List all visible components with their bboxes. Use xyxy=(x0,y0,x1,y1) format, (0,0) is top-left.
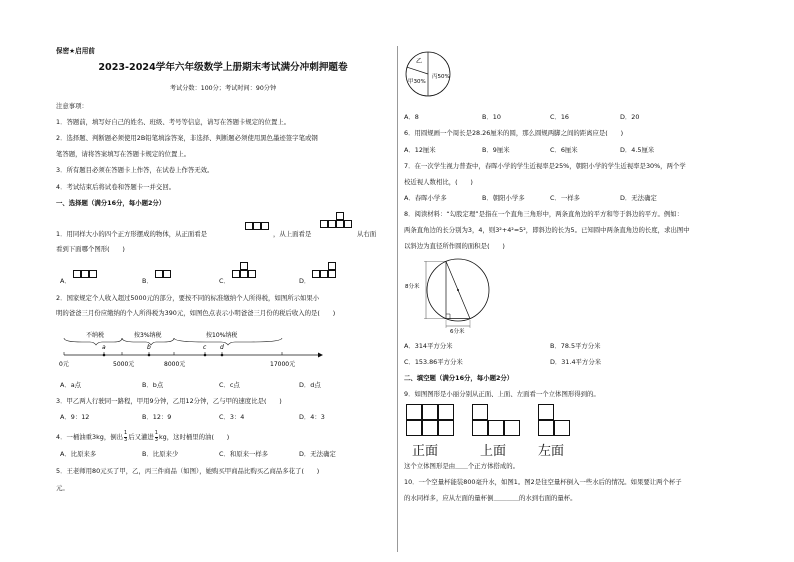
page-title: 2023-2024学年六年级数学上册期末考试满分冲刺押题卷 xyxy=(98,62,348,73)
option-d[interactable]: D．无法确定 xyxy=(620,194,657,202)
question-8-text: 两条直角边的长分别为3，4，则3²+4²=5²，即斜边的长为5。已知圆中两条直角边的长度，求出图中 xyxy=(404,226,690,234)
front-view-label: 正面 xyxy=(412,444,439,459)
pie-divider xyxy=(407,67,428,74)
option-d[interactable]: D．20 xyxy=(620,113,640,121)
option-a[interactable]: A．12厘米 xyxy=(404,146,436,154)
column-divider xyxy=(397,46,398,552)
note-item: 2．选择题、判断题必须使用2B铅笔填涂答案，非选择、判断题必须使用黑色墨迹签字笔或钢 xyxy=(56,134,318,142)
option-c[interactable]: C．3：4 xyxy=(219,413,245,421)
fraction-numerator: 1 xyxy=(154,430,158,436)
question-10-text: 的水同样多，应从左面的量杯倒＿＿＿＿的水到右面的量杯。 xyxy=(404,494,577,502)
note-item: 1．答题前，填写好自己的姓名、班级、考号等信息，请写在答题卡规定的位置上。 xyxy=(56,118,291,126)
section-heading-fill: 二、填空题（满分16分，每小题2分） xyxy=(404,374,514,382)
option-a[interactable]: A．9：12 xyxy=(60,413,90,421)
option-a[interactable]: A． xyxy=(60,277,71,285)
label-tax10: 按10%纳税 xyxy=(206,332,238,339)
left-view-label: 左面 xyxy=(538,444,565,459)
option-b[interactable]: B．78.5平方分米 xyxy=(550,342,601,350)
tick-5000: 5000元 xyxy=(113,361,135,368)
question-9-answer: 这个立体图形是由＿＿个正方体搭成的。 xyxy=(404,462,520,470)
option-a[interactable]: A．比原来多 xyxy=(60,450,97,458)
question-1-text: 1．用同样大小的四个正方形摆成的物体，从正面看是 xyxy=(56,230,208,238)
note-item: 笔答题，请将答案填写在答题卡规定的位置上。 xyxy=(56,150,191,158)
option-c[interactable]: C．c点 xyxy=(219,381,240,389)
label-tax3: 按3%纳税 xyxy=(134,332,162,339)
point-b-label: b xyxy=(147,344,151,351)
section-heading-choice: 一、选择题（满分16分，每小题2分） xyxy=(56,199,166,207)
point-d-label: d xyxy=(220,344,224,351)
question-2-text: 明的爸爸三月份应缴纳的个人所得税为390元，如图色点表示小明爸爸三月份的税后收入的是( ) xyxy=(56,309,336,317)
question-1-text-d: 看到下面哪个图形( ) xyxy=(56,245,125,253)
label-nontax: 不纳税 xyxy=(86,332,105,339)
question-7-text: 7．在一次学生视力普查中，春晖小学的学生近视率是25%，朝阳小学的学生近视率是30%，两个学 xyxy=(404,162,686,170)
tick-0: 0元 xyxy=(59,361,69,368)
question-9-text: 9．如图图形是小丽分别从正面、上面、左面看一个立体图形得到的。 xyxy=(404,390,600,398)
q4-part-a: 4．一桶油重3kg，倒出 xyxy=(56,433,124,441)
option-d[interactable]: D． xyxy=(299,277,311,285)
question-6-text: 6．用圆规画一个周长是28.26厘米的圆，那么圆规两脚之间的距离应是( ) xyxy=(404,129,624,137)
option-d[interactable]: D．d点 xyxy=(299,381,321,389)
option-c[interactable]: C． xyxy=(219,277,230,285)
circle-triangle-figure xyxy=(404,254,504,334)
option-b[interactable]: B．12：9 xyxy=(142,413,172,421)
tick-17000: 17000元 xyxy=(270,361,296,368)
note-item: 4．考试结束后将试卷和答题卡一并交回。 xyxy=(56,183,176,191)
option-d[interactable]: D．31.4平方分米 xyxy=(550,358,602,366)
option-d[interactable]: D．无法确定 xyxy=(299,450,336,458)
option-b[interactable]: B．b点 xyxy=(142,381,164,389)
option-c[interactable]: C．153.86平方分米 xyxy=(404,358,463,366)
option-d[interactable]: D．4：3 xyxy=(299,413,325,421)
option-d[interactable]: D．4.5厘米 xyxy=(620,146,655,154)
question-5-text: 5．王老师用80元买了甲，乙，丙三件商品（如图），她购买甲商品比购买乙商品多花了( ) xyxy=(56,467,320,475)
option-a[interactable]: A．314平方分米 xyxy=(404,342,453,350)
q4-part-c: kg，这时桶里的油( ) xyxy=(158,433,230,441)
option-a[interactable]: A．8 xyxy=(404,113,419,121)
q4-part-b: 后又灌进 xyxy=(128,433,154,441)
top-view-label: 上面 xyxy=(480,444,507,459)
label-6-decimeters: 6分米 xyxy=(450,329,465,334)
pie-label-yi: 乙 xyxy=(416,58,423,65)
pie-chart xyxy=(404,50,464,98)
option-b[interactable]: B．比原来少 xyxy=(142,450,179,458)
question-10-text: 10．一个空量杯能装800毫升水，如图1。图2是往空量杯倒入一些水后的情况。如果要让两个杯子 xyxy=(404,478,682,486)
right-column xyxy=(404,0,738,562)
option-b[interactable]: B．朝阳小学多 xyxy=(482,194,525,202)
question-2-text: 2．国家规定个人收入超过5000元的部分，要按不同的标准缴纳个人所得税，如图所示如果小 xyxy=(56,294,320,302)
question-4-text xyxy=(56,431,229,443)
fraction-one-third xyxy=(124,431,127,443)
question-5-text: 元。 xyxy=(56,484,69,492)
question-1-text-c: 从右面 xyxy=(357,230,377,238)
question-1-text-b: ，从上面看是 xyxy=(273,230,312,238)
fraction-denominator: 3 xyxy=(124,436,128,443)
option-c[interactable]: C．6厘米 xyxy=(550,146,578,154)
secret-label: 保密★启用前 xyxy=(56,47,95,55)
notes-heading: 注意事项： xyxy=(56,102,88,110)
option-a[interactable]: A．春晖小学多 xyxy=(404,194,447,202)
option-c[interactable]: C．一样多 xyxy=(550,194,581,202)
tick-8000: 8000元 xyxy=(164,361,186,368)
option-b[interactable]: B．9厘米 xyxy=(482,146,510,154)
point-c-label: c xyxy=(203,344,207,351)
pie-label-bing: 丙50% xyxy=(432,74,450,80)
option-c[interactable]: C．和原来一样多 xyxy=(219,450,269,458)
label-8-decimeters: 8分米 xyxy=(405,284,420,290)
question-8-text: 以斜边为直径所作圆的面积是( ) xyxy=(404,242,505,250)
note-item: 3．所有题目必须在答题卡上作答，在试卷上作答无效。 xyxy=(56,166,214,174)
question-8-text: 8．阅读材料：“勾股定理”是指在一个直角三角形中，两条直角边的平方和等于斜边的平方。例如： xyxy=(404,210,684,218)
question-7-text: 校近视人数相比，( ) xyxy=(404,178,473,186)
fraction-one-third xyxy=(155,431,158,443)
point-a-label: a xyxy=(102,344,106,351)
option-a[interactable]: A．a点 xyxy=(60,381,82,389)
left-column xyxy=(56,0,390,562)
pie-label-jia: 甲30% xyxy=(408,79,426,85)
fraction-denominator: 3 xyxy=(154,436,158,443)
question-3-text: 3．甲乙两人行驶同一路程，甲用9分钟，乙用12分钟，乙与甲的速度比是( ) xyxy=(56,397,282,405)
exam-info: 考试分数：100分；考试时间：90分钟 xyxy=(169,85,277,92)
option-b[interactable]: B．10 xyxy=(482,113,501,121)
tax-number-line xyxy=(56,328,390,376)
option-b[interactable]: B． xyxy=(142,277,153,285)
fraction-numerator: 1 xyxy=(124,430,128,436)
option-c[interactable]: C．16 xyxy=(550,113,569,121)
